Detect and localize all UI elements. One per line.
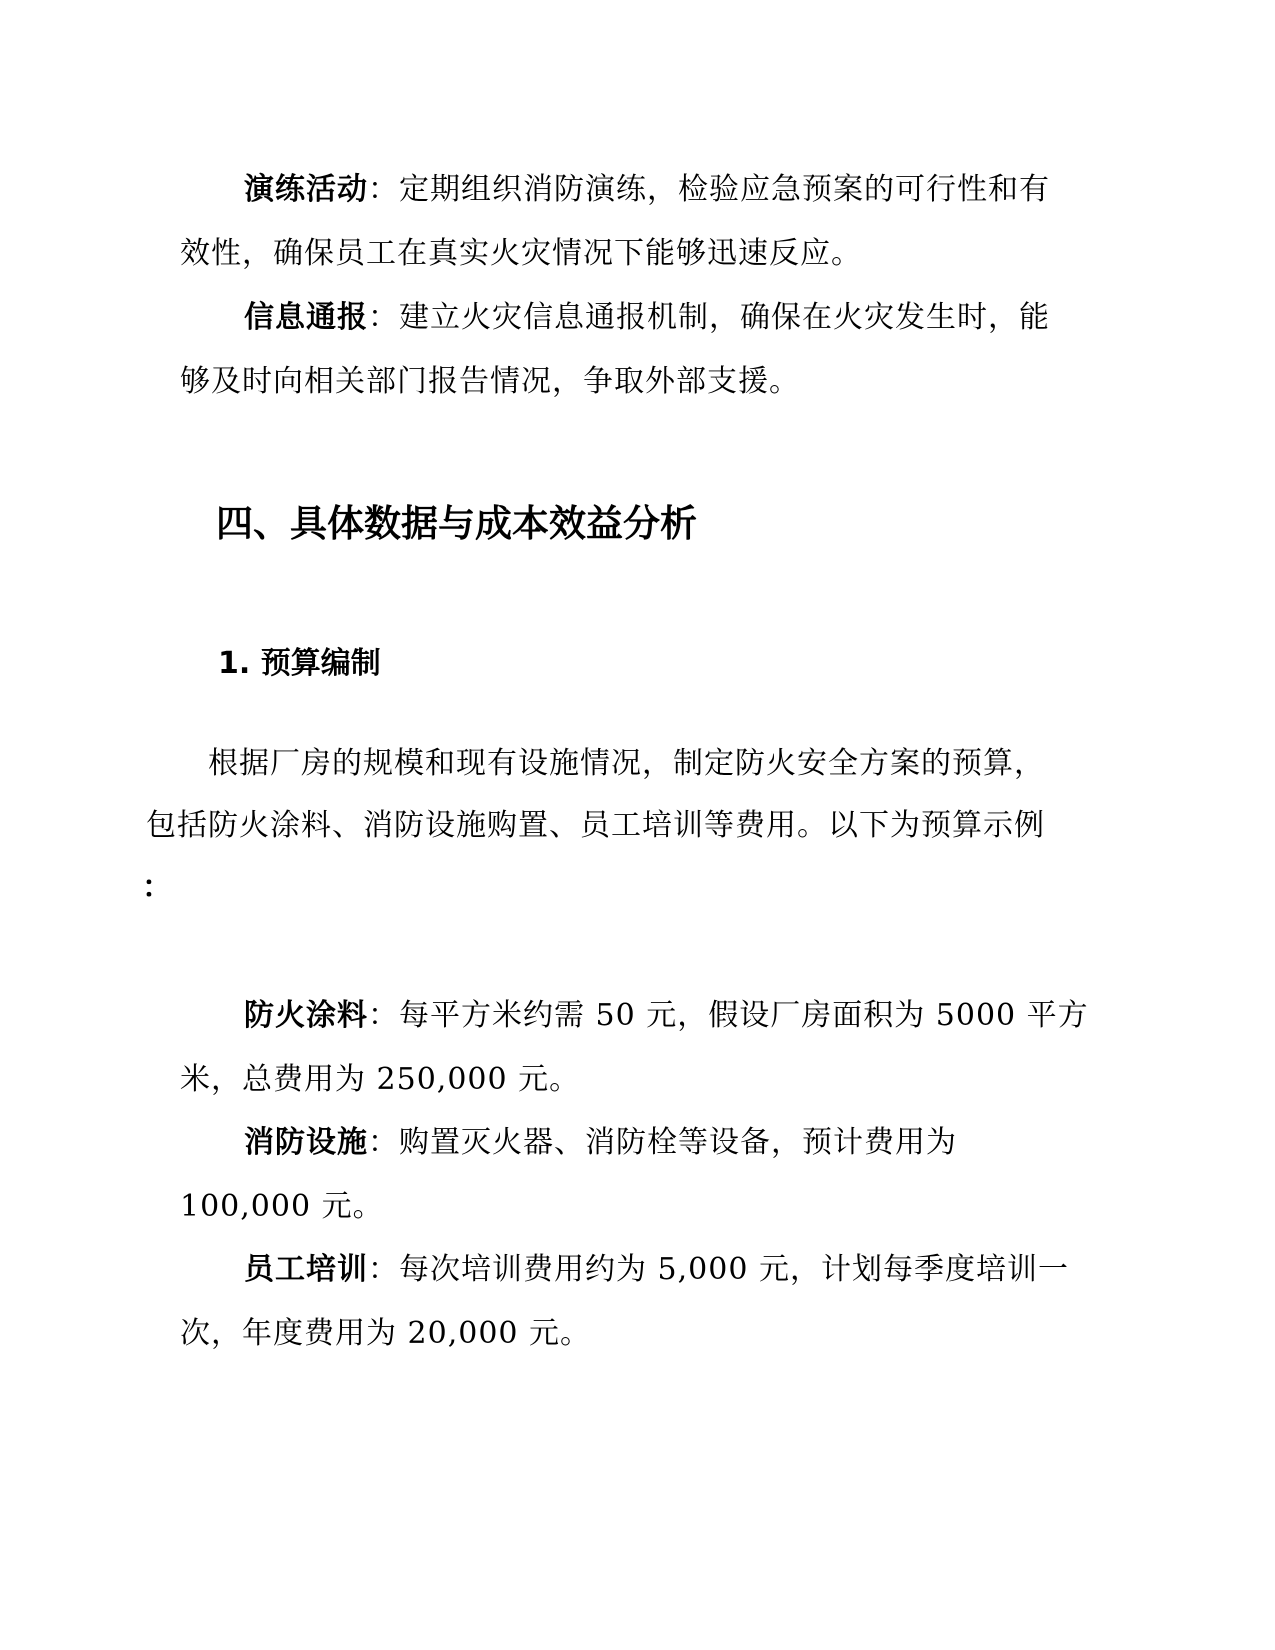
- term-drill: 演练活动: [244, 172, 368, 207]
- text-info-line1: ：建立火灾信息通报机制，确保在火灾发生时，能: [368, 300, 1050, 335]
- term-facilities: 消防设施: [244, 1125, 368, 1160]
- intro-line3: ：: [142, 870, 173, 905]
- paragraph-info-line2: 够及时向相关部门报告情况，争取外部支援。: [180, 364, 800, 399]
- intro-line2: 包括防火涂料、消防设施购置、员工培训等费用。以下为预算示例: [146, 808, 1045, 843]
- sub-heading-budget: 1. 预算编制: [218, 646, 381, 681]
- term-info: 信息通报: [244, 300, 368, 335]
- text-training-line1: ：每次培训费用约为 5,000 元，计划每季度培训一: [368, 1252, 1069, 1287]
- paragraph-drill-line2: 效性，确保员工在真实火灾情况下能够迅速反应。: [180, 236, 862, 271]
- paragraph-info-line1: [244, 292, 1050, 336]
- budget-facilities-line2: 100,000 元。: [180, 1189, 384, 1224]
- text-facilities-line1: ：购置灭火器、消防栓等设备，预计费用为: [368, 1125, 957, 1160]
- text-coating-line1: ：每平方米约需 50 元，假设厂房面积为 5000 平方: [368, 998, 1089, 1033]
- paragraph-drill-line1: [244, 164, 1050, 208]
- text-drill-line1: ：定期组织消防演练，检验应急预案的可行性和有: [368, 172, 1050, 207]
- intro-line1: 根据厂房的规模和现有设施情况，制定防火安全方案的预算，: [208, 746, 1045, 781]
- budget-training-line1: [244, 1244, 1069, 1288]
- term-training: 员工培训: [244, 1252, 368, 1287]
- budget-coating-line1: [244, 990, 1089, 1034]
- budget-coating-line2: 米，总费用为 250,000 元。: [180, 1062, 581, 1097]
- budget-training-line2: 次，年度费用为 20,000 元。: [180, 1316, 592, 1351]
- budget-facilities-line1: [244, 1117, 957, 1161]
- term-coating: 防火涂料: [244, 998, 368, 1033]
- section-heading: 四、具体数据与成本效益分析: [216, 502, 697, 545]
